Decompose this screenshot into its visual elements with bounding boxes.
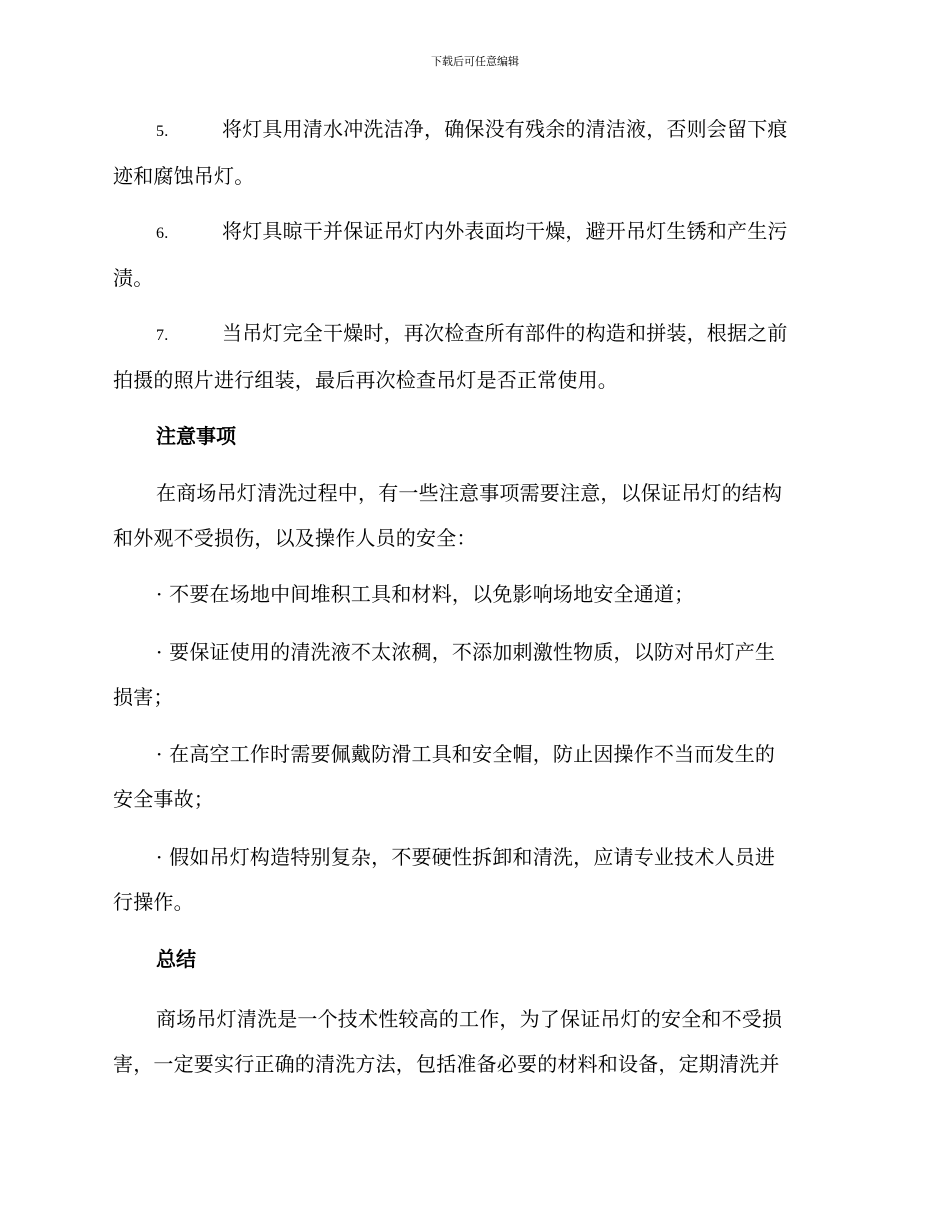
summary-paragraph — [113, 997, 833, 1087]
bullet-line1: · 要保证使用的清洗液不太浓稠，不添加刺激性物质，以防对吊灯产生 — [156, 640, 776, 664]
notes-intro-line2: 和外观不受损伤，以及操作人员的安全： — [113, 526, 477, 550]
bullet-line2: 安全事故； — [113, 787, 214, 811]
step-text-line2: 拍摄的照片进行组装，最后再次检查吊灯是否正常使用。 — [113, 368, 618, 392]
notes-intro — [113, 471, 833, 561]
step-5 — [113, 107, 833, 199]
bullet-line1: · 假如吊灯构造特别复杂，不要硬性拆卸和清洗，应请专业技术人员进 — [156, 845, 776, 869]
bullet-line2: 损害； — [113, 685, 174, 709]
notes-bullet-item — [113, 572, 833, 617]
step-7 — [113, 311, 833, 403]
step-number: 6. — [156, 225, 169, 242]
step-text-line2: 渍。 — [113, 266, 154, 290]
bullet-line2: 行操作。 — [113, 890, 194, 914]
section-heading-summary: 总结 — [156, 947, 196, 971]
notes-bullet-item — [113, 732, 833, 822]
step-text-line1: 当吊灯完全干燥时，再次检查所有部件的构造和拼装，根据之前 — [222, 321, 788, 345]
step-text-line1: 将灯具晾干并保证吊灯内外表面均干燥，避开吊灯生锈和产生污 — [222, 219, 788, 243]
section-heading-notes: 注意事项 — [156, 424, 236, 448]
step-6 — [113, 209, 833, 301]
bullet-line1: · 在高空工作时需要佩戴防滑工具和安全帽，防止因操作不当而发生的 — [156, 742, 776, 766]
page-header: 下载后可任意编辑 — [431, 55, 519, 68]
step-text-line1: 将灯具用清水冲洗洁净，确保没有残余的清洁液，否则会留下痕 — [222, 117, 788, 141]
step-number: 5. — [156, 123, 169, 140]
bullet-line1: · 不要在场地中间堆积工具和材料，以免影响场地安全通道； — [156, 582, 695, 606]
summary-line2: 害，一定要实行正确的清洗方法，包括准备必要的材料和设备，定期清洗并 — [113, 1052, 780, 1076]
notes-bullet-item — [113, 835, 833, 925]
step-text-line2: 迹和腐蚀吊灯。 — [113, 164, 255, 188]
step-number: 7. — [156, 327, 169, 344]
summary-line1: 商场吊灯清洗是一个技术性较高的工作，为了保证吊灯的安全和不受损 — [156, 1007, 783, 1031]
notes-bullet-item — [113, 630, 833, 720]
notes-intro-line1: 在商场吊灯清洗过程中，有一些注意事项需要注意，以保证吊灯的结构 — [156, 481, 783, 505]
